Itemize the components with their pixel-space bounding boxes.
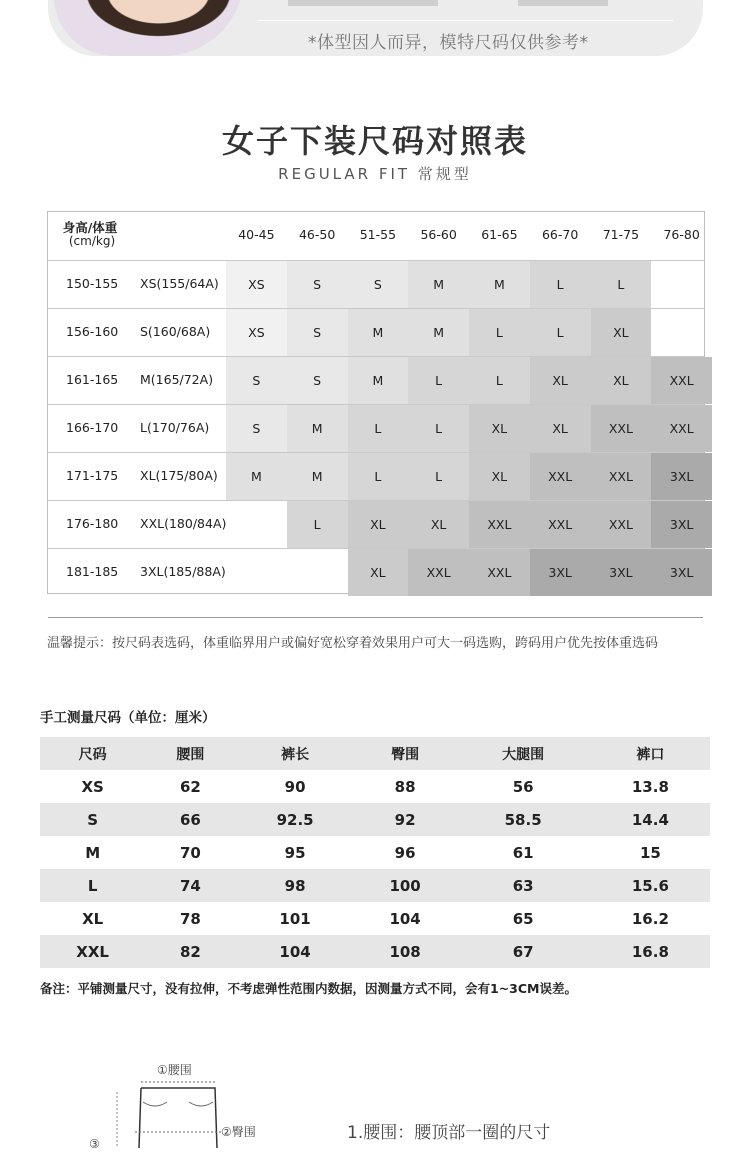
size-cell: 3XL: [651, 549, 712, 596]
size-code: XXL(180/84A): [140, 516, 227, 531]
size-cell: L: [348, 405, 409, 452]
measure-cell: 58.5: [504, 810, 542, 829]
measure-cell: 63: [512, 876, 534, 895]
measure-cell: 13.8: [631, 777, 669, 796]
weight-header: 40-45: [238, 227, 275, 242]
measure-row: [40, 869, 710, 902]
size-code: M(165/72A): [140, 372, 214, 387]
size-cell: XL: [591, 309, 652, 356]
size-cell: 3XL: [530, 549, 591, 596]
measure-row: [40, 935, 710, 968]
size-cell: XXL: [469, 501, 530, 548]
weight-header: 51-55: [359, 227, 397, 242]
page-title: 女子下装尺码对照表: [221, 122, 528, 160]
measure-row: [40, 770, 710, 803]
measure-cell: 65: [512, 909, 534, 928]
size-cell: XL: [530, 357, 591, 404]
size-code: L(170/76A): [140, 420, 210, 435]
measure-header: 裤口: [636, 746, 665, 763]
measure-cell: 56: [512, 777, 534, 796]
height-range: 161-165: [66, 372, 119, 387]
measure-cell: M: [85, 843, 101, 862]
measure-cell: 16.8: [631, 942, 669, 961]
corner-unit: (cm/kg): [68, 234, 116, 248]
size-cell: S: [287, 261, 348, 308]
height-range: 166-170: [66, 420, 119, 435]
size-cell: S: [287, 357, 348, 404]
size-cell: L: [530, 309, 591, 356]
size-cell: XXL: [591, 405, 652, 452]
measure-note: 备注：平铺测量尺寸，没有拉伸，不考虑弹性范围内数据，因测量方式不同，会有1~3CM误差。: [40, 981, 577, 996]
weight-header: 71-75: [602, 227, 640, 242]
measure-cell: 15: [639, 843, 661, 862]
measure-title: 手工测量尺码（单位：厘米）: [40, 710, 216, 726]
measure-row: [40, 803, 710, 836]
measure-header: 臀围: [391, 746, 420, 763]
size-cell: S: [226, 405, 287, 452]
size-cell: XXL: [651, 405, 712, 452]
weight-header: 46-50: [298, 227, 336, 242]
measure-row: [40, 902, 710, 935]
corner-label: 身高/体重: [62, 220, 118, 235]
model-banner: [48, 0, 703, 56]
weight-header: 61-65: [481, 227, 518, 242]
size-cell: XS: [226, 261, 287, 308]
length-label: ③: [89, 1137, 100, 1148]
measure-cell: 96: [394, 843, 416, 862]
measure-table: [40, 737, 710, 968]
measure-row: [40, 836, 710, 869]
measure-cell: XL: [82, 909, 104, 928]
measure-cell: 90: [284, 777, 306, 796]
size-cell: XL: [469, 405, 530, 452]
size-cell: L: [408, 453, 469, 500]
measure-cell: 98: [284, 876, 306, 895]
measure-cell: 62: [179, 777, 201, 796]
size-cell: M: [287, 453, 348, 500]
size-cell: XXL: [530, 453, 591, 500]
size-cell: M: [226, 453, 287, 500]
size-cell: XL: [408, 501, 469, 548]
size-cell: XL: [591, 357, 652, 404]
size-cell: L: [287, 501, 348, 548]
size-cell: M: [469, 261, 530, 308]
divider: [48, 617, 703, 618]
height-range: 171-175: [66, 468, 119, 483]
size-cell: M: [408, 309, 469, 356]
measure-cell: 82: [179, 942, 201, 961]
measure-cell: 14.4: [631, 810, 669, 829]
pocket-lines: [143, 1102, 213, 1106]
size-cell: XL: [469, 453, 530, 500]
measure-cell: 92.5: [276, 810, 314, 829]
measure-cell: L: [87, 876, 98, 895]
size-cell: L: [348, 453, 409, 500]
measure-cell: XS: [81, 777, 104, 796]
size-cell: XXL: [530, 501, 591, 548]
measure-header: 大腿围: [502, 746, 545, 763]
size-cell: M: [408, 261, 469, 308]
measure-cell: 16.2: [631, 909, 669, 928]
measure-cell: 100: [389, 876, 421, 895]
measure-header: 尺码: [78, 746, 107, 763]
model-note: *体型因人而异，模特尺码仅供参考*: [308, 33, 589, 53]
measure-legend: 1.腰围：腰顶部一圈的尺寸: [347, 1123, 551, 1143]
size-cell: S: [226, 357, 287, 404]
size-tip: 温馨提示：按尺码表选码，体重临界用户或偏好宽松穿着效果用户可大一码选购，跨码用户优先按体重选码: [47, 636, 659, 651]
size-code: 3XL(185/88A): [140, 564, 226, 579]
measure-cell: 74: [179, 876, 201, 895]
page-subtitle: REGULAR FIT 常规型: [278, 165, 472, 183]
measure-header: 裤长: [281, 746, 310, 763]
measure-header: 腰围: [176, 746, 205, 763]
weight-header: 66-70: [541, 227, 579, 242]
height-range: 176-180: [66, 516, 119, 531]
measure-cell: 61: [512, 843, 534, 862]
pants-diagram: [85, 1058, 285, 1148]
model-info-cutoff: [288, 0, 438, 6]
measure-cell: 67: [512, 942, 534, 961]
size-cell: L: [408, 357, 469, 404]
measure-cell: 66: [179, 810, 201, 829]
measure-cell: 70: [179, 843, 201, 862]
size-cell: M: [348, 309, 409, 356]
size-cell: XXL: [469, 549, 530, 596]
size-cell: L: [408, 405, 469, 452]
size-cell: M: [348, 357, 409, 404]
banner-divider: [258, 20, 673, 21]
measure-cell: XXL: [76, 942, 109, 961]
size-cell: XS: [226, 309, 287, 356]
model-photo: [54, 0, 244, 56]
size-chart: [47, 211, 705, 594]
measure-cell: 101: [279, 909, 311, 928]
height-range: 181-185: [66, 564, 119, 579]
size-cell: L: [591, 261, 652, 308]
measure-cell: 88: [394, 777, 416, 796]
height-range: 156-160: [66, 324, 119, 339]
pants-outline: [139, 1088, 217, 1148]
size-cell: XL: [530, 405, 591, 452]
size-cell: XXL: [651, 357, 712, 404]
size-cell: M: [287, 405, 348, 452]
size-cell: L: [469, 357, 530, 404]
model-info-cutoff: [518, 0, 608, 6]
size-code: XS(155/64A): [140, 276, 219, 291]
height-range: 150-155: [66, 276, 119, 291]
measure-cell: 78: [179, 909, 201, 928]
size-code: XL(175/80A): [140, 468, 218, 483]
weight-header: 76-80: [663, 227, 700, 242]
measure-diagram: [85, 1058, 285, 1148]
size-cell: XL: [348, 549, 409, 596]
measure-cell: 104: [279, 942, 311, 961]
waist-label: ①腰围: [157, 1063, 192, 1077]
size-cell: L: [530, 261, 591, 308]
size-cell: XXL: [408, 549, 469, 596]
size-cell: 3XL: [651, 453, 712, 500]
size-cell: S: [348, 261, 409, 308]
measure-cell: 15.6: [631, 876, 669, 895]
weight-header: 56-60: [420, 227, 457, 242]
size-cell: 3XL: [651, 501, 712, 548]
size-cell: L: [469, 309, 530, 356]
size-cell: XL: [348, 501, 409, 548]
measure-cell: 95: [284, 843, 306, 862]
size-cell: 3XL: [591, 549, 652, 596]
size-code: S(160/68A): [140, 324, 211, 339]
measure-cell: S: [87, 810, 99, 829]
size-cell: S: [287, 309, 348, 356]
hip-label: ②臀围: [221, 1125, 256, 1139]
measure-cell: 108: [389, 942, 421, 961]
measure-cell: 104: [389, 909, 421, 928]
measure-header-row: [40, 737, 710, 770]
size-cell: XXL: [591, 453, 652, 500]
size-cell: XXL: [591, 501, 652, 548]
measure-cell: 92: [394, 810, 416, 829]
